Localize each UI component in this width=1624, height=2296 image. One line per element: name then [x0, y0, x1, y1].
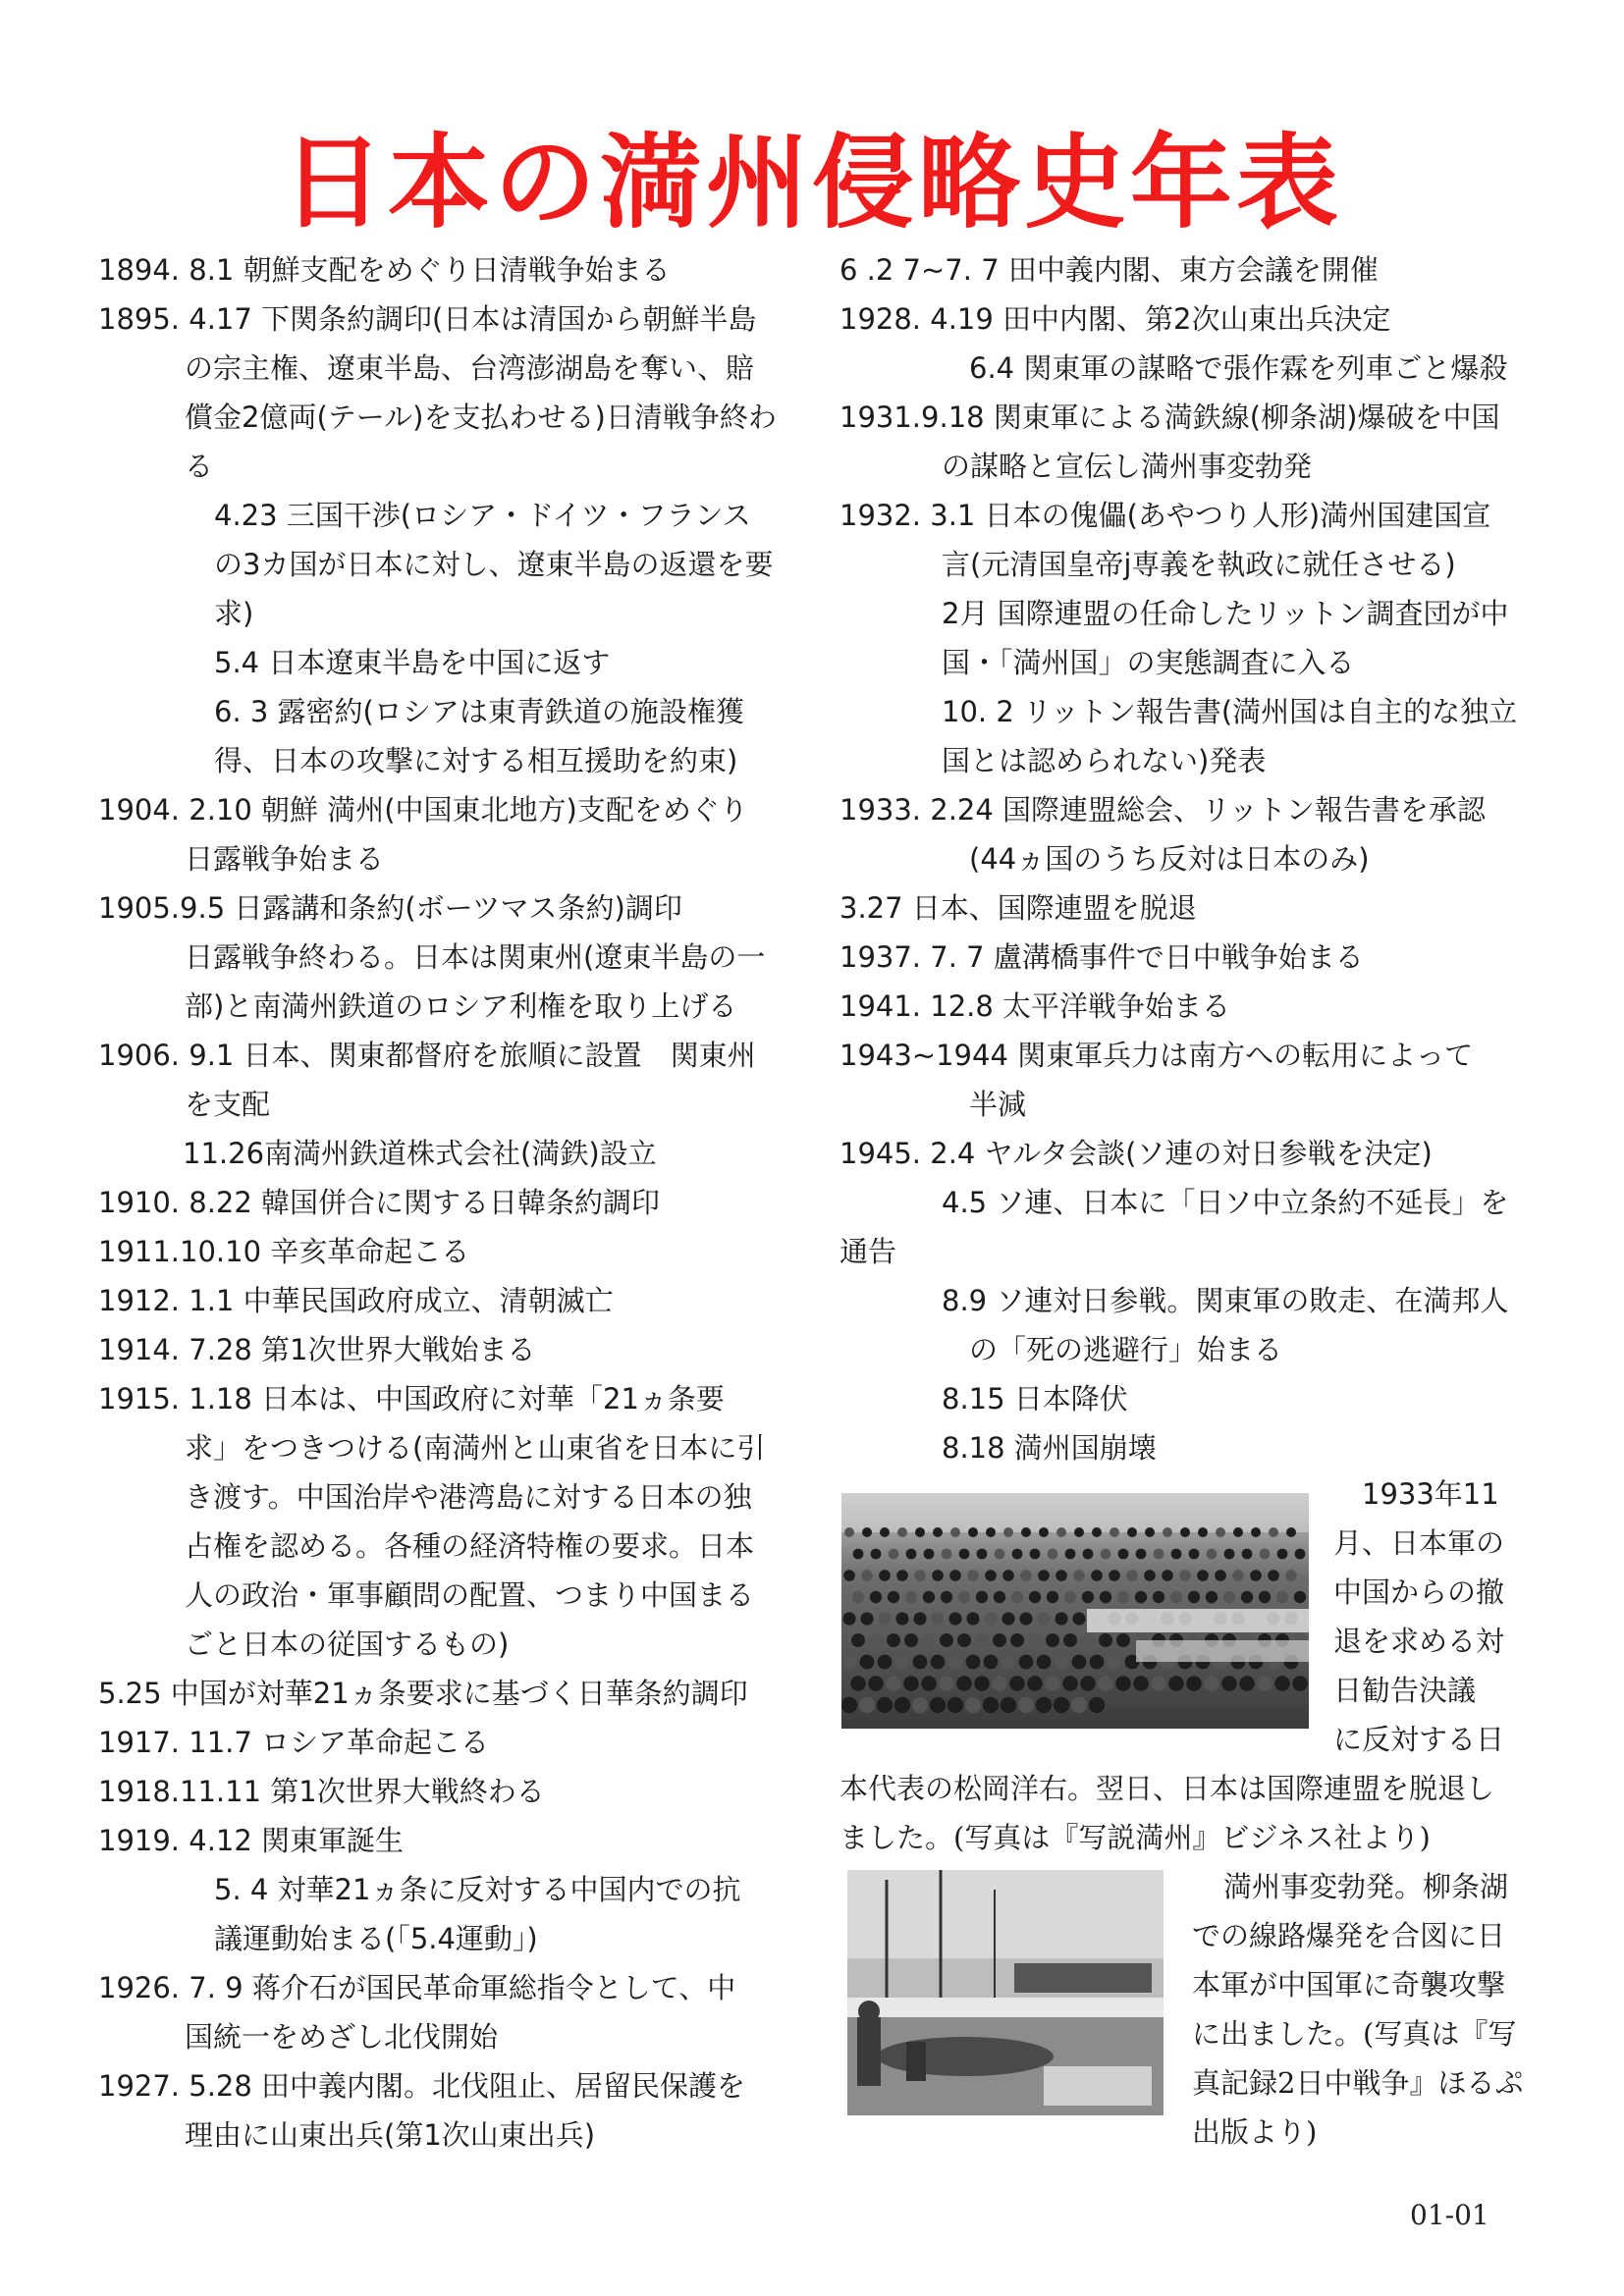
timeline-entry: の宗主権、遼東半島、台湾澎湖島を奪い、賠 [185, 351, 755, 385]
caption-photo1-line: 月、日本軍の [1333, 1526, 1505, 1560]
caption-photo2-line: 出版より) [1192, 2115, 1318, 2149]
timeline-right-column [839, 245, 1537, 1472]
caption-photo2-credit: (写真は『写 [1363, 2017, 1517, 2051]
timeline-entry: 半減 [969, 1088, 1027, 1121]
timeline-entry: 1910. 8.22 韓国併合に関する日韓条約調印 [98, 1186, 661, 1219]
timeline-entry: 国とは認められない)発表 [942, 744, 1267, 777]
timeline-entry: 国・「満州国」の実態調査に入る [942, 646, 1355, 679]
timeline-entry: 5. 4 対華21ヵ条に反対する中国内での抗 [214, 1873, 741, 1906]
timeline-entry: 1904. 2.10 朝鮮 満州(中国東北地方)支配をめぐり [98, 793, 748, 827]
timeline-entry: 1945. 2.4 ヤルタ会談(ソ連の対日参戦を決定) [839, 1137, 1433, 1170]
timeline-entry: 8.9 ソ連対日参戦。関東軍の敗走、在満邦人 [942, 1284, 1509, 1317]
timeline-entry: 議運動始まる(「5.4運動」) [214, 1922, 538, 1955]
timeline-entry: 1917. 11.7 ロシア革命起こる [98, 1726, 490, 1759]
timeline-entry: 8.18 満州国崩壊 [942, 1431, 1157, 1465]
timeline-entry: 求」をつきつける(南満州と山東省を日本に引 [185, 1431, 766, 1465]
caption-photo1-line [839, 1813, 1494, 1862]
timeline-entry: 日露戦争始まる [185, 842, 385, 876]
timeline-entry: の「死の逃避行」始まる [969, 1333, 1283, 1366]
timeline-entry: き渡す。中国治岸や港湾島に対する日本の独 [185, 1480, 752, 1514]
page-title: 日本の満州侵略史年表 [281, 123, 1342, 242]
timeline-entry: 4.23 三国干渉(ロシア・ドイツ・フランス [214, 499, 751, 532]
timeline-entry: 1914. 7.28 第1次世界大戦始まる [98, 1333, 536, 1366]
timeline-entry: 1932. 3.1 日本の傀儡(あやつり人形)満州国建国宣 [839, 499, 1491, 532]
timeline-entry: 1906. 9.1 日本、関東都督府を旅順に設置 関東州 [98, 1039, 756, 1072]
timeline-entry: 求) [214, 597, 254, 630]
caption-photo2-line: 満州事変勃発。柳条湖 [1223, 1870, 1509, 1903]
timeline-entry: 通告 [839, 1235, 897, 1268]
timeline-entry: 得、日本の攻撃に対する相互援助を約束) [214, 744, 738, 777]
timeline-entry: 1933. 2.24 国際連盟総会、リットン報告書を承認 [839, 793, 1486, 827]
timeline-entry: 6. 3 露密約(ロシアは東青鉄道の施設権獲 [214, 695, 744, 728]
timeline-entry: 4.5 ソ連、日本に「日ソ中立条約不延長」を [942, 1186, 1509, 1219]
timeline-entry: 言(元清国皇帝j専義を執政に就任させる) [942, 548, 1456, 581]
timeline-entry: 部)と南満州鉄道のロシア利権を取り上げる [185, 989, 737, 1023]
timeline-entry: の3カ国が日本に対し、遼東半島の返還を要 [214, 548, 774, 581]
timeline-entry: 10. 2 リットン報告書(満州国は自主的な独立 [942, 695, 1518, 728]
timeline-entry: 11.26南満州鉄道株式会社(満鉄)設立 [183, 1137, 657, 1170]
timeline-entry: 1931.9.18 関東軍による満鉄線(柳条湖)爆破を中国 [839, 400, 1500, 434]
caption-photo1-line: 1933年11 [1333, 1477, 1499, 1511]
caption-photo1-line: 退を求める対 [1333, 1625, 1505, 1658]
railway-incident-photo [847, 1870, 1164, 2115]
timeline-entry: 1912. 1.1 中華民国政府成立、清朝滅亡 [98, 1284, 614, 1317]
caption-photo1-credit: (写真は『写説満州』ビジネス社より) [953, 1821, 1431, 1854]
caption-photo1-line: に反対する日 [1333, 1723, 1505, 1756]
timeline-entry: 償金2億両(テール)を支払わせる)日清戦争終わ [185, 400, 777, 434]
timeline-entry: 1927. 5.28 田中義内閣。北伐阻止、居留民保護を [98, 2069, 746, 2103]
timeline-entry: 3.27 日本、国際連盟を脱退 [839, 891, 1197, 925]
timeline-entry: 理由に山東出兵(第1次山東出兵) [185, 2118, 596, 2152]
timeline-entry: 5.25 中国が対華21ヵ条要求に基づく日華条約調印 [98, 1677, 748, 1710]
timeline-entry: 6.4 関東軍の謀略で張作霖を列車ごと爆殺 [969, 351, 1508, 385]
caption-photo2 [1192, 1862, 1523, 2157]
caption-photo2-line [1192, 2009, 1523, 2058]
timeline-entry: 1915. 1.18 日本は、中国政府に対華「21ヵ条要 [98, 1382, 725, 1415]
caption-photo1-line: 本代表の松岡洋右。翌日、日本は国際連盟を脱退し [839, 1772, 1495, 1805]
timeline-entry: 1911.10.10 辛亥革命起こる [98, 1235, 470, 1268]
caption-photo2-line: での線路爆発を合図に日 [1192, 1919, 1506, 1952]
timeline-entry: 8.15 日本降伏 [942, 1382, 1128, 1415]
timeline-entry: 1937. 7. 7 盧溝橋事件で日中戦争始まる [839, 940, 1364, 974]
timeline-entry: 国統一をめざし北伐開始 [185, 2020, 499, 2054]
caption-photo2-line: 本軍が中国軍に奇襲攻撃 [1192, 1968, 1506, 2002]
page-number: 01-01 [1410, 2199, 1489, 2231]
timeline-entry: を支配 [185, 1088, 271, 1121]
timeline-entry: 6 .2 7~7. 7 田中義内閣、東方会議を開催 [839, 253, 1379, 287]
caption-photo2-line: 真記録2日中戦争』ほるぷ [1192, 2066, 1524, 2100]
timeline-entry: 1941. 12.8 太平洋戦争始まる [839, 989, 1231, 1023]
timeline-entry: 1926. 7. 9 蒋介石が国民革命軍総指令として、中 [98, 1971, 736, 2004]
timeline-entry: 日露戦争終わる。日本は関東州(遼東半島の一 [185, 940, 766, 974]
timeline-entry: の謀略と宣伝し満州事変勃発 [942, 450, 1313, 483]
timeline-entry: 1928. 4.19 田中内閣、第2次山東出兵決定 [839, 302, 1391, 336]
caption-photo1-side [1333, 1469, 1504, 1764]
timeline-entry: 1894. 8.1 朝鮮支配をめぐり日清戦争始まる [98, 253, 671, 287]
caption-photo1-text: ました。 [839, 1821, 954, 1854]
caption-photo1-line: 中国からの撤 [1333, 1575, 1505, 1609]
timeline-left-column [98, 245, 787, 2160]
timeline-entry: 1905.9.5 日露講和条約(ボーツマス条約)調印 [98, 891, 682, 925]
caption-photo1-bottom [839, 1764, 1494, 1862]
timeline-entry: 1918.11.11 第1次世界大戦終わる [98, 1775, 545, 1808]
caption-photo1-line: 日勧告決議 [1333, 1674, 1477, 1707]
timeline-entry: 1895. 4.17 下関条約調印(日本は清国から朝鮮半島 [98, 302, 757, 336]
timeline-entry: 2月 国際連盟の任命したリットン調査団が中 [942, 597, 1509, 630]
timeline-entry: 人の政治・軍事顧問の配置、つまり中国まる [185, 1578, 755, 1612]
timeline-entry: ごと日本の従国するもの) [185, 1628, 510, 1661]
timeline-entry: る [185, 450, 214, 483]
timeline-entry: 1919. 4.12 関東軍誕生 [98, 1824, 405, 1857]
caption-photo2-text: に出ました。 [1192, 2017, 1364, 2051]
assembly-photo [841, 1493, 1309, 1729]
timeline-entry: (44ヵ国のうち反対は日本のみ) [969, 842, 1370, 876]
timeline-entry: 占権を認める。各種の経済特権の要求。日本 [185, 1529, 755, 1563]
timeline-entry: 1943~1944 関東軍兵力は南方への転用によって [839, 1039, 1474, 1072]
timeline-entry: 5.4 日本遼東半島を中国に返す [214, 646, 611, 679]
